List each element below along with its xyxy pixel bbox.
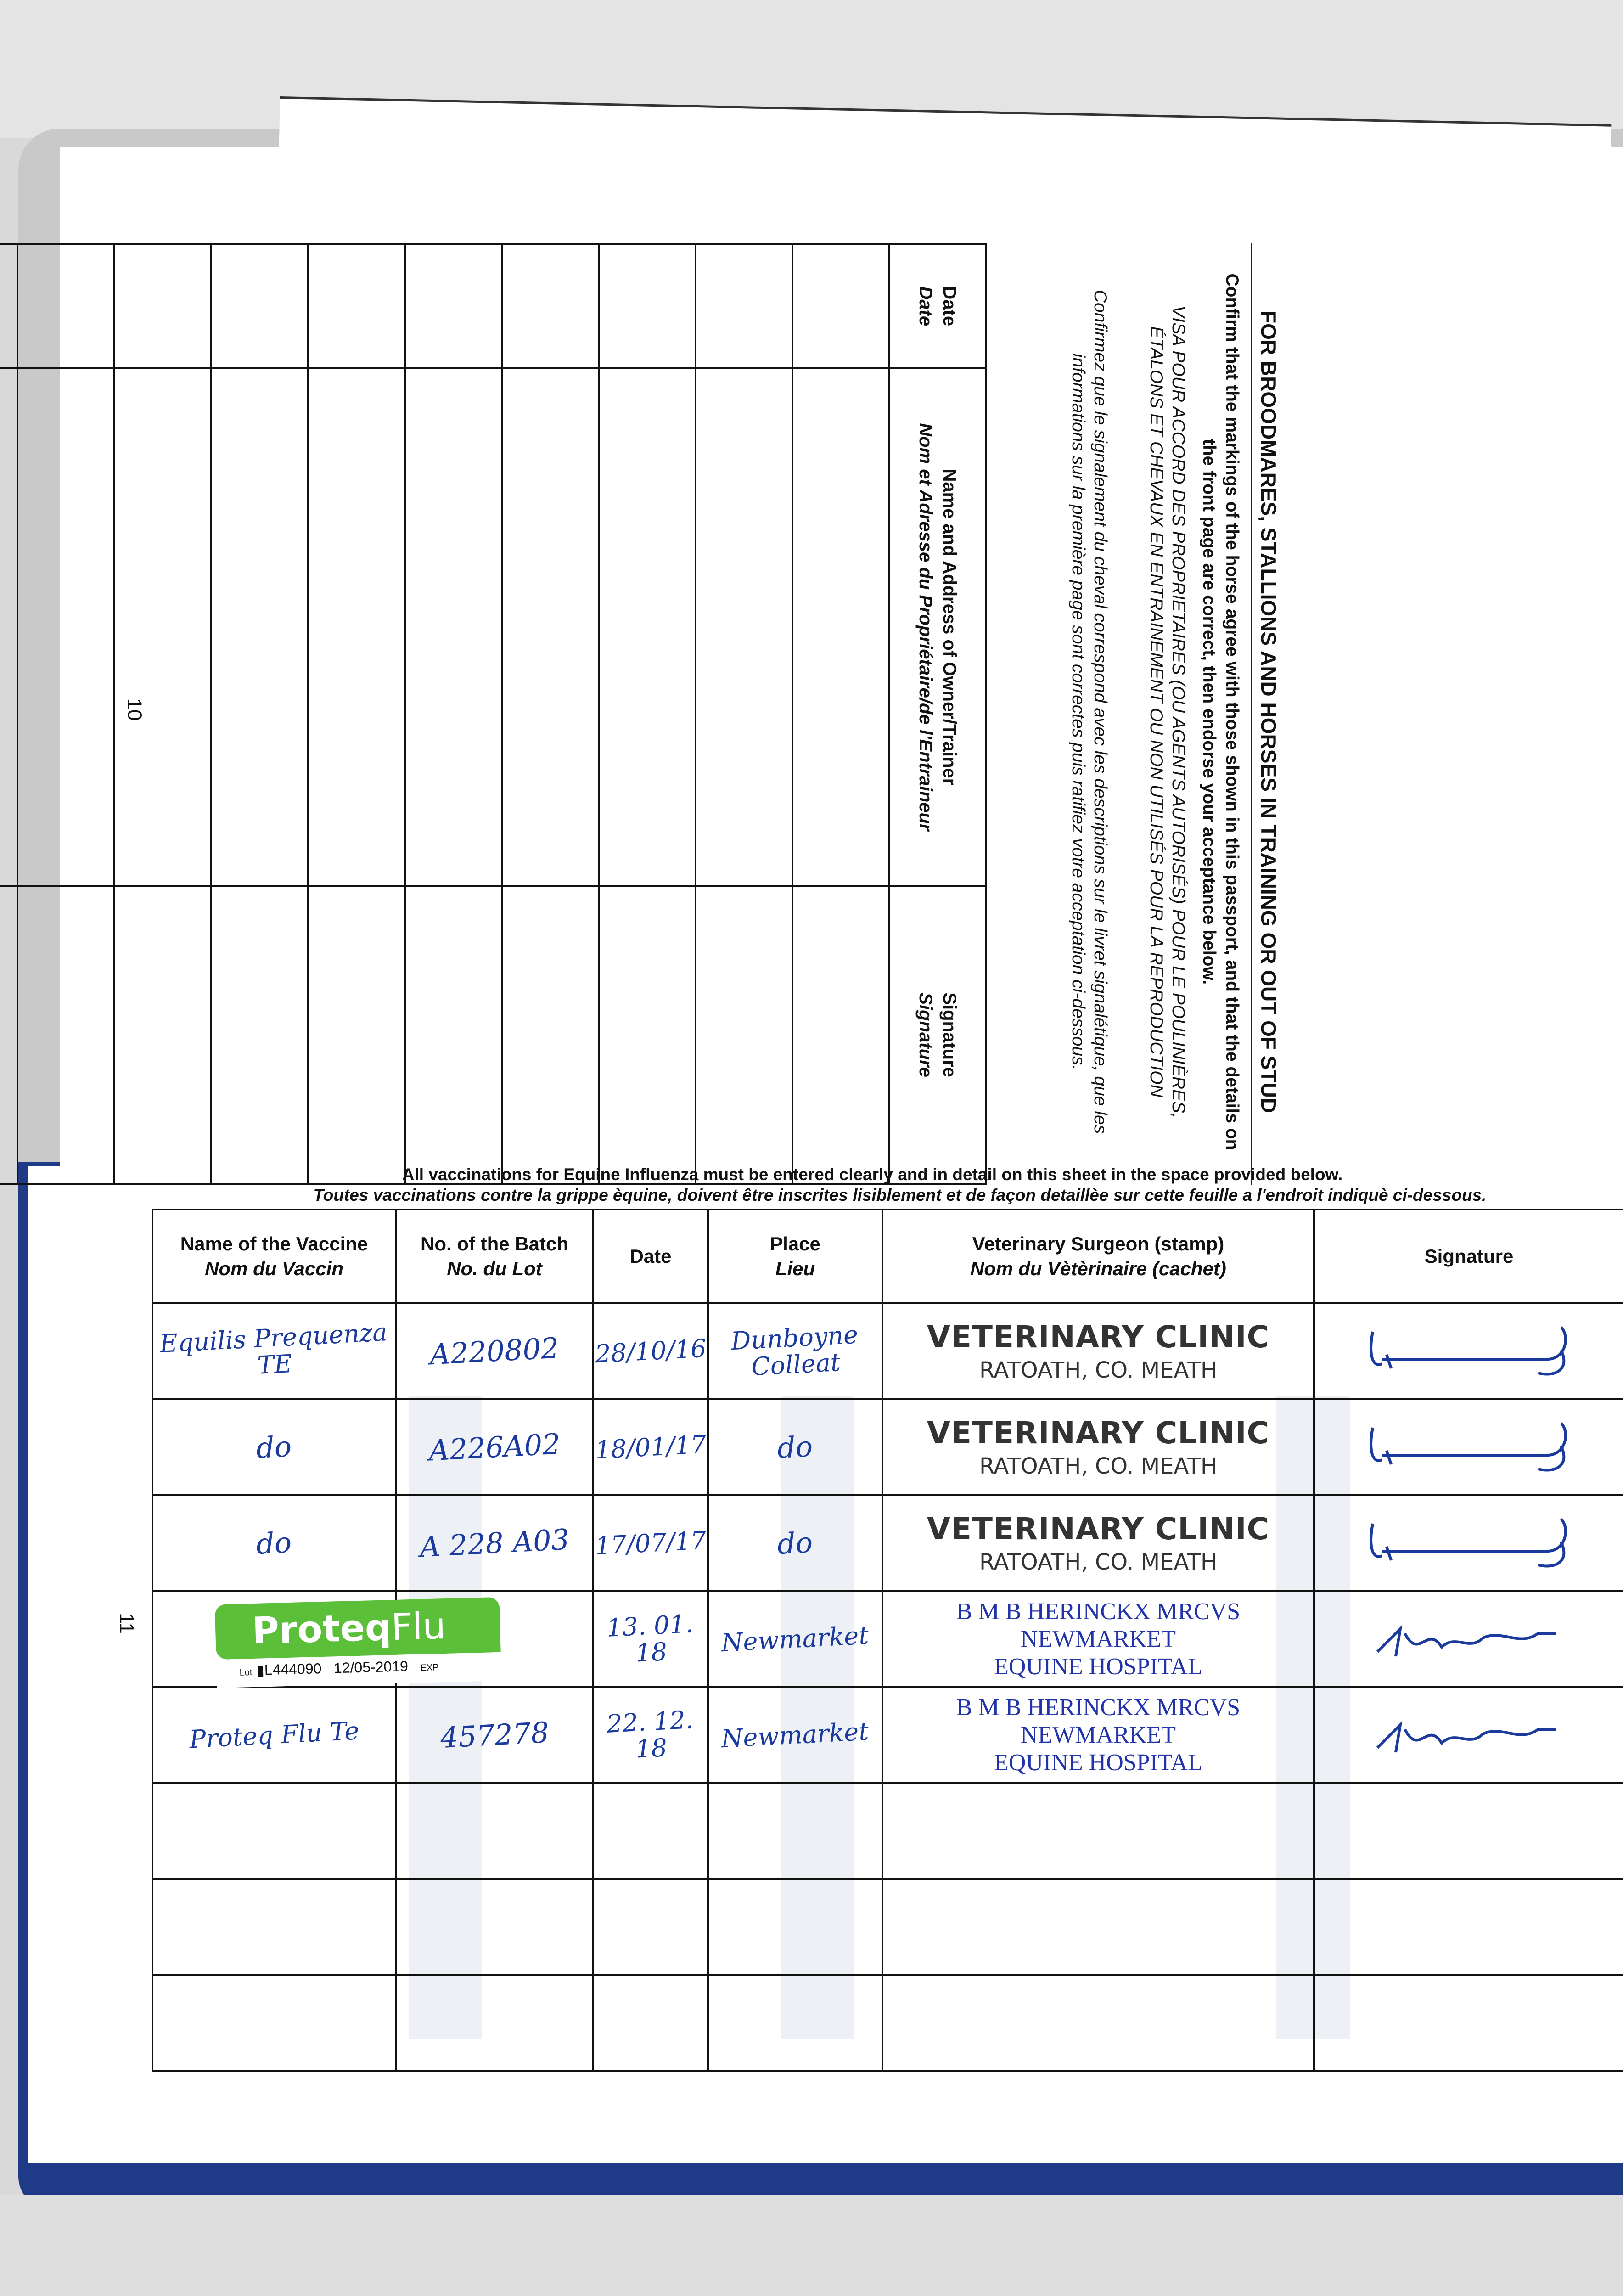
column-header-signature: Signature <box>1314 1210 1623 1303</box>
vaccine-cell[interactable] <box>152 1687 396 1783</box>
date-cell[interactable] <box>405 244 502 368</box>
vet-stamp-cell[interactable] <box>882 1303 1314 1399</box>
batch-cell[interactable] <box>396 1975 593 2071</box>
vaccination-date: 28/10/16 <box>594 1334 707 1368</box>
signature-cell[interactable] <box>1314 1975 1623 2071</box>
signature-cell[interactable] <box>211 886 308 1184</box>
table-row <box>792 244 889 1184</box>
table-row <box>152 1879 1623 1975</box>
place-cell[interactable] <box>708 1495 882 1591</box>
section-heading: FOR BROODMARES, STALLIONS AND HORSES IN TRAINING OR OUT OF STUD <box>1257 310 1280 1113</box>
owner-cell[interactable] <box>0 368 17 886</box>
table-row <box>211 244 308 1184</box>
batch-cell[interactable] <box>396 1879 593 1975</box>
signature-cell[interactable] <box>1314 1783 1623 1879</box>
batch-number: A220802 <box>429 1331 560 1371</box>
label-brand: ProteqFlu <box>215 1597 501 1660</box>
table-row <box>152 1975 1623 2071</box>
table-row <box>308 244 405 1184</box>
vaccine-cell[interactable] <box>152 1975 396 2071</box>
table-row <box>405 244 502 1184</box>
vaccine-cell[interactable] <box>152 1783 396 1879</box>
confirm-text-en: Confirm that the markings of the horse agree with those shown in this passport, and that the details on the front page are correct, then endorse your acceptance below. <box>1199 273 1242 1150</box>
label-lot-info: Lot ▮L444090 12/05-2019 EXP <box>216 1652 501 1688</box>
table-header-row <box>152 1210 1623 1303</box>
instruction-fr: Toutes vaccinations contre la grippe èquine, doivent être inscrites lisiblement et de façon detaillèe sur cette feuille a l'endroit indiquè ci-dessous. <box>313 1186 1487 1204</box>
scan-background-bottom <box>0 2195 1623 2296</box>
batch-cell[interactable] <box>396 1399 593 1495</box>
table-row <box>152 1783 1623 1879</box>
table-row <box>152 1687 1623 1783</box>
owner-endorsement-section <box>161 243 1281 1185</box>
place-cell[interactable] <box>708 1879 882 1975</box>
column-header-place: Place Lieu <box>708 1210 882 1303</box>
vaccine-cell[interactable] <box>152 1399 396 1495</box>
vaccination-date: 18/01/17 <box>594 1429 707 1464</box>
visa-text-fr: VISA POUR ACCORD DES PROPRIETAIRES (OU AGENTS AUTORISÉS) POUR LE POULINIÈRES, ÉTALONS ET CHEVAUX EN ENTRAINEMENT OU NON UTILISÉS POUR LA REPRODUCTION <box>1146 305 1188 1118</box>
owner-endorsement-table <box>0 243 987 1185</box>
owner-cell[interactable] <box>114 368 211 886</box>
column-header-batch: No. of the Batch No. du Lot <box>396 1210 593 1303</box>
signature-cell[interactable] <box>405 886 502 1184</box>
column-header-vaccine: Name of the Vaccine Nom du Vaccin <box>152 1210 396 1303</box>
vaccine-cell[interactable] <box>152 1495 396 1591</box>
vet-stamp-cell[interactable] <box>882 1975 1314 2071</box>
signature-cell[interactable] <box>1314 1303 1623 1399</box>
vaccination-place: Newmarket <box>721 1716 870 1753</box>
vet-stamp: B M B HERINCKX MRCVS NEWMARKET EQUINE HOSPITAL <box>956 1598 1241 1680</box>
vaccine-name: Equilis Prequenza TE <box>158 1317 388 1380</box>
vet-stamp-cell[interactable] <box>882 1399 1314 1495</box>
table-row <box>696 244 792 1184</box>
date-cell[interactable] <box>308 244 405 368</box>
owner-cell[interactable] <box>502 368 599 886</box>
signature-cell[interactable] <box>17 886 114 1184</box>
owner-cell[interactable] <box>792 368 889 886</box>
date-cell[interactable] <box>17 244 114 368</box>
signature-cell[interactable] <box>502 886 599 1184</box>
table-row <box>152 1303 1623 1399</box>
signature-cell[interactable] <box>1314 1687 1623 1783</box>
signature-cell[interactable] <box>1314 1879 1623 1975</box>
owner-cell[interactable] <box>405 368 502 886</box>
table-row <box>502 244 599 1184</box>
vaccination-place: Newmarket <box>721 1621 870 1657</box>
column-header-date: Date Date <box>889 244 986 368</box>
column-header-date: Date <box>593 1210 708 1303</box>
signature-cell[interactable] <box>308 886 405 1184</box>
batch-number: 457278 <box>439 1715 550 1755</box>
vaccination-place: Dunboyne Colleat <box>730 1320 859 1381</box>
column-header-owner: Name and Address of Owner/Trainer Nom et Adresse du Propriétaire/de l'Entraineur <box>889 368 986 886</box>
batch-number: A 228 A03 <box>419 1522 570 1564</box>
table-row <box>0 244 17 1184</box>
owner-cell[interactable] <box>308 368 405 886</box>
handwritten-signature <box>1364 1606 1575 1670</box>
vaccination-place: do <box>776 1429 814 1465</box>
place-cell[interactable] <box>708 1591 882 1687</box>
signature-cell[interactable] <box>599 886 696 1184</box>
vet-stamp-cell[interactable] <box>882 1495 1314 1591</box>
vaccination-date: 13. 01. 18 <box>606 1609 694 1668</box>
place-cell[interactable] <box>708 1783 882 1879</box>
table-row <box>152 1495 1623 1591</box>
date-cell[interactable] <box>114 244 211 368</box>
vaccination-date: 17/07/17 <box>594 1525 707 1560</box>
date-cell[interactable] <box>211 244 308 368</box>
handwritten-signature <box>1364 1318 1575 1382</box>
date-cell[interactable] <box>593 1303 708 1399</box>
column-header-vet: Veterinary Surgeon (stamp) Nom du Vètèrinaire (cachet) <box>882 1210 1314 1303</box>
signature-cell[interactable] <box>0 886 17 1184</box>
place-cell[interactable] <box>708 1399 882 1495</box>
instruction-en: All vaccinations for Equine Influenza must be entered clearly and in detail on this sheet in the space provided below. <box>402 1165 1343 1184</box>
signature-cell[interactable] <box>696 886 792 1184</box>
vet-stamp: VETERINARY CLINIC RATOATH, CO. MEATH <box>927 1415 1270 1479</box>
signature-cell[interactable] <box>792 886 889 1184</box>
signature-cell[interactable] <box>1314 1495 1623 1591</box>
place-cell[interactable] <box>708 1303 882 1399</box>
date-cell[interactable] <box>593 1783 708 1879</box>
confirm-text-fr: Confirmez que le signalement du cheval correspond avec les descriptions sur le livret signalétique, que les informations sur la première page sont correctes puis ratifiez votre acceptation ci-dessous. <box>1068 289 1110 1134</box>
vet-stamp-cell[interactable] <box>882 1879 1314 1975</box>
handwritten-signature <box>1364 1510 1575 1574</box>
vaccination-date: 22. 12. 18 <box>606 1705 694 1764</box>
vaccination-place: do <box>776 1525 814 1561</box>
date-cell[interactable] <box>593 1495 708 1591</box>
batch-cell[interactable] <box>396 1303 593 1399</box>
column-header-signature: Signature Signature <box>889 886 986 1184</box>
vaccine-name: do <box>255 1525 293 1561</box>
signature-cell[interactable] <box>1314 1591 1623 1687</box>
table-row <box>17 244 114 1184</box>
handwritten-signature <box>1364 1414 1575 1478</box>
vaccine-cell[interactable] <box>152 1879 396 1975</box>
date-cell[interactable] <box>599 244 696 368</box>
table-header-row <box>889 244 986 1184</box>
signature-cell[interactable] <box>1314 1399 1623 1495</box>
batch-number: A226A02 <box>427 1427 562 1467</box>
vet-stamp: VETERINARY CLINIC RATOATH, CO. MEATH <box>927 1319 1270 1383</box>
date-cell[interactable] <box>593 1687 708 1783</box>
vet-stamp-cell[interactable] <box>882 1783 1314 1879</box>
date-cell[interactable] <box>696 244 792 368</box>
table-row <box>599 244 696 1184</box>
table-row <box>152 1399 1623 1495</box>
vet-stamp: B M B HERINCKX MRCVS NEWMARKET EQUINE HOSPITAL <box>956 1694 1241 1776</box>
batch-cell[interactable] <box>396 1495 593 1591</box>
owner-cell[interactable] <box>211 368 308 886</box>
batch-cell[interactable] <box>396 1783 593 1879</box>
date-cell[interactable] <box>593 1879 708 1975</box>
page-number: 10 <box>123 698 146 721</box>
date-cell[interactable] <box>792 244 889 368</box>
place-cell[interactable] <box>708 1975 882 2071</box>
place-cell[interactable] <box>708 1687 882 1783</box>
vaccine-name: do <box>255 1429 293 1465</box>
page-number: 11 <box>115 1613 138 1634</box>
owner-cell[interactable] <box>599 368 696 886</box>
vaccine-batch-label <box>215 1597 501 1687</box>
vet-stamp: VETERINARY CLINIC RATOATH, CO. MEATH <box>927 1511 1270 1575</box>
date-cell[interactable] <box>593 1975 708 2071</box>
signature-cell[interactable] <box>114 886 211 1184</box>
vaccine-name: Proteq Flu Te <box>188 1716 360 1754</box>
owner-cell[interactable] <box>17 368 114 886</box>
date-cell[interactable] <box>593 1591 708 1687</box>
heading-rule <box>1251 243 1252 1185</box>
date-cell[interactable] <box>502 244 599 368</box>
date-cell[interactable] <box>593 1399 708 1495</box>
handwritten-signature <box>1364 1702 1575 1766</box>
vet-stamp-cell[interactable] <box>882 1687 1314 1783</box>
date-cell[interactable] <box>0 244 17 368</box>
vaccine-cell[interactable] <box>152 1303 396 1399</box>
owner-cell[interactable] <box>696 368 792 886</box>
batch-cell[interactable] <box>396 1687 593 1783</box>
vet-stamp-cell[interactable] <box>882 1591 1314 1687</box>
